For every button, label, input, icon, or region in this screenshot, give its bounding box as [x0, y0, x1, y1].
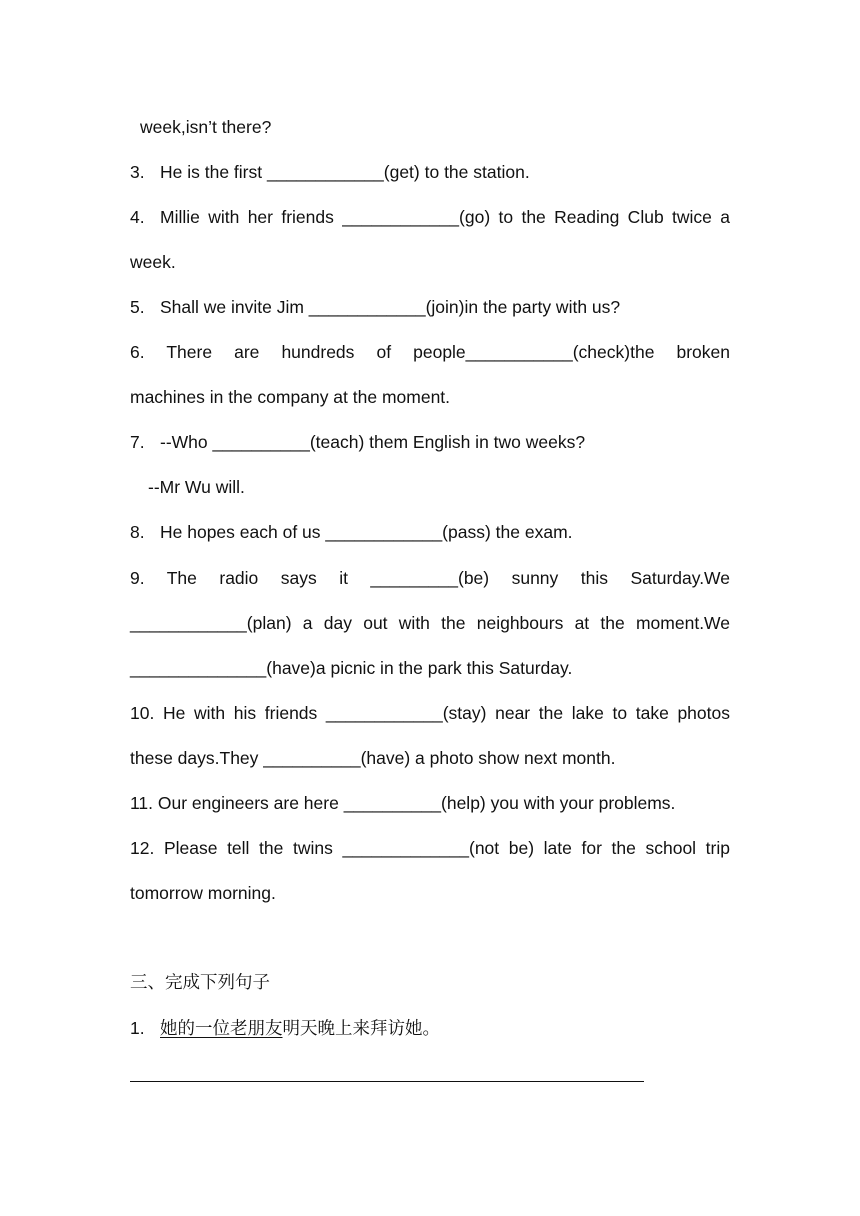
question-10-continued: these days.They __________(have) a photo show next month. — [130, 748, 616, 768]
question-4-continued: week. — [130, 252, 176, 272]
section-3-heading: 三、完成下列句子 — [130, 973, 270, 993]
question-9-line-3: ______________(have)a picnic in the park this Saturday. — [130, 658, 573, 678]
question-9-line-2: ____________(plan) a day out with the neighbours at the moment.We — [130, 613, 730, 633]
question-4: 4. Millie with her friends ____________(go) to the Reading Club twice a — [130, 207, 730, 227]
section-3-question-1: 1. 她的一位老朋友明天晚上来拜访她。 — [130, 1018, 440, 1039]
question-10: 10. He with his friends ____________(stay) near the lake to take photos — [130, 703, 730, 723]
question-6: 6. There are hundreds of people___________(check)the broken — [130, 342, 730, 362]
question-7: 7. --Who __________(teach) them English in two weeks? — [130, 432, 586, 452]
question-9: 9. The radio says it _________(be) sunny this Saturday.We — [130, 568, 730, 588]
line-q2-continued: week,isn’t there? — [140, 117, 272, 137]
question-11: 11. Our engineers are here __________(help) you with your problems. — [130, 793, 676, 813]
question-12: 12. Please tell the twins _____________(not be) late for the school trip — [130, 838, 730, 858]
question-5: 5. Shall we invite Jim ____________(join)in the party with us? — [130, 297, 621, 317]
question-3: 3. He is the first ____________(get) to the station. — [130, 162, 530, 182]
question-8: 8. He hopes each of us ____________(pass) the exam. — [130, 522, 573, 542]
question-6-continued: machines in the company at the moment. — [130, 387, 451, 407]
question-12-continued: tomorrow morning. — [130, 883, 276, 903]
answer-blank-line — [130, 1081, 644, 1082]
question-7-answer: --Mr Wu will. — [148, 477, 245, 497]
underlined-phrase: 她的一位老朋友 — [160, 1019, 283, 1039]
